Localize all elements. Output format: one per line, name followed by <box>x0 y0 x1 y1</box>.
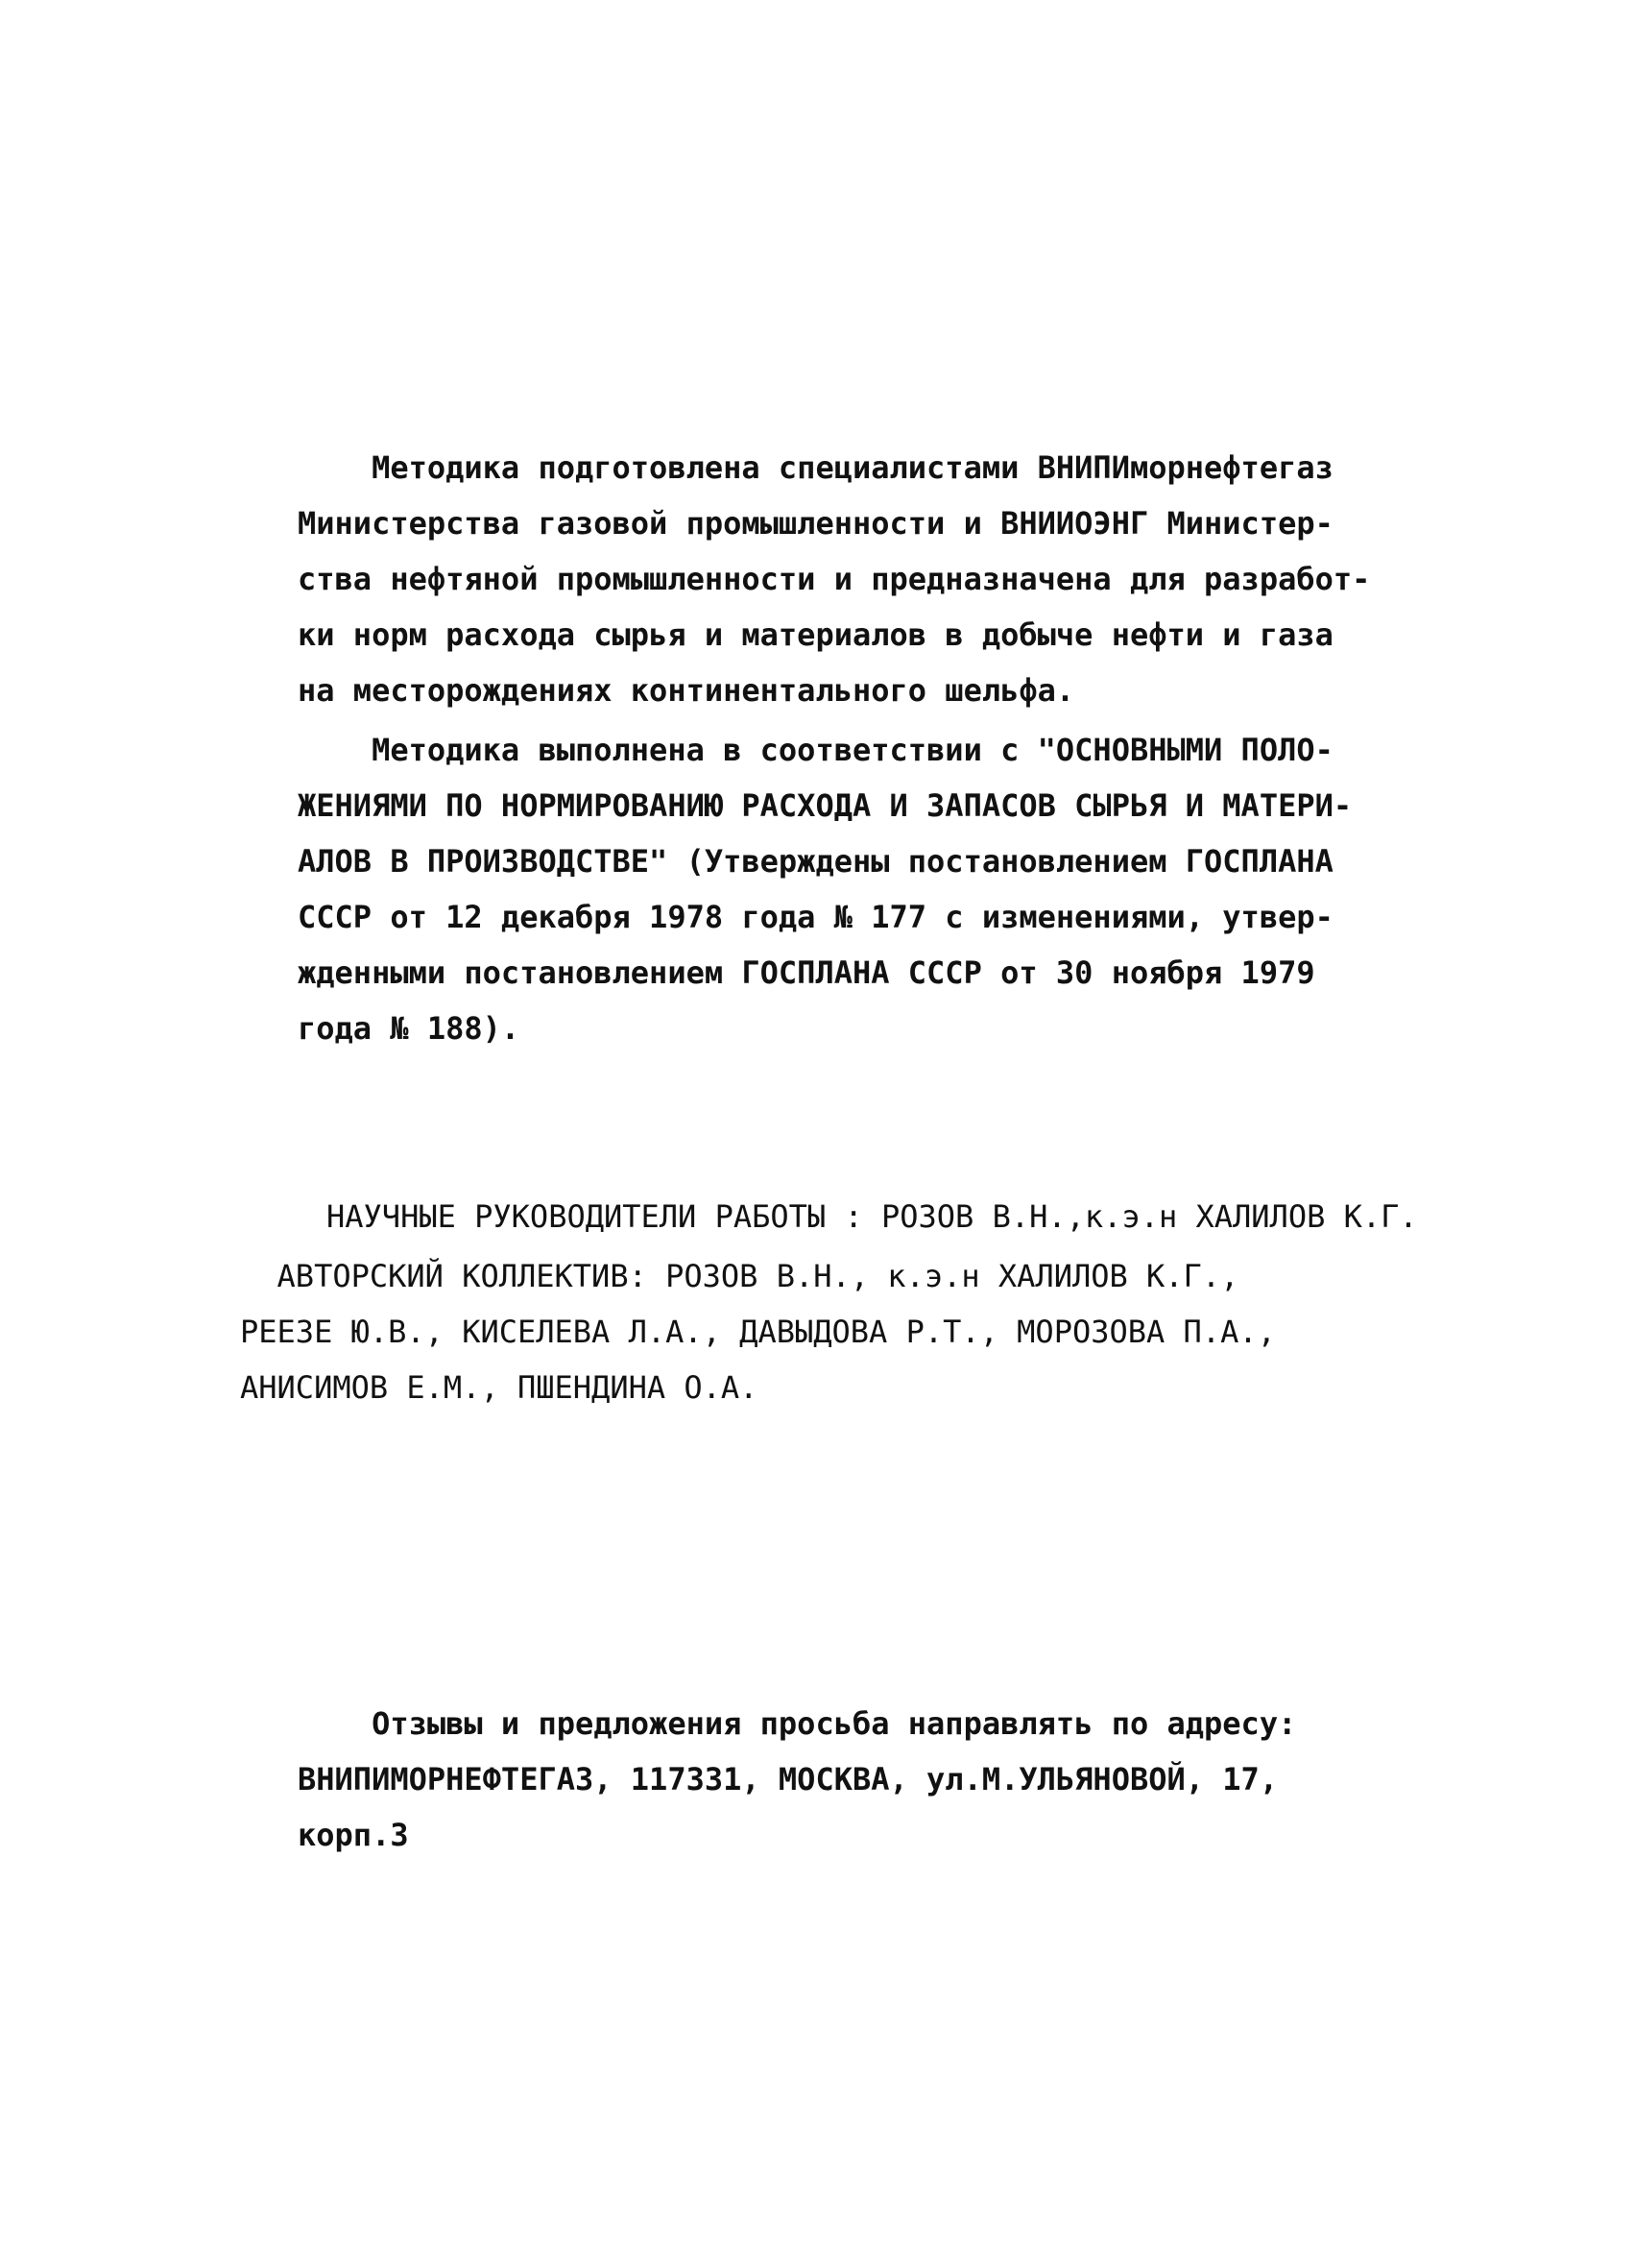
text-line: года № 188). <box>298 1010 520 1047</box>
text-line: на месторождениях континентального шельфа. <box>298 672 1075 709</box>
basis-paragraph <box>298 722 1382 1056</box>
text-line: ства нефтяной промышленности и предназначена для разработ- <box>298 561 1371 597</box>
author-team <box>240 1248 1325 1415</box>
text-line: ВНИПИМОРНЕФТЕГАЗ, 117331, МОСКВА, ул.М.УЛЬЯНОВОЙ, 17, <box>298 1761 1279 1798</box>
text-line: Методика подготовлена специалистами ВНИПИморнефтегаз <box>298 449 1334 486</box>
text-line: жденными постановлением ГОСПЛАНА СССР от 30 ноября 1979 <box>298 954 1315 991</box>
text-line: ки норм расхода сырья и материалов в добыче нефти и газа <box>298 616 1334 653</box>
text-line: АНИСИМОВ Е.М., ПШЕНДИНА О.А. <box>240 1369 758 1406</box>
intro-paragraph <box>298 440 1382 718</box>
text-line: Методика выполнена в соответствии с "ОСНОВНЫМИ ПОЛО- <box>298 732 1334 768</box>
text-line: АЛОВ В ПРОИЗВОДСТВЕ" (Утверждены постановлением ГОСПЛАНА <box>298 843 1334 880</box>
text-line: Отзывы и предложения просьба направлять по адресу: <box>298 1705 1297 1742</box>
text-line: АВТОРСКИЙ КОЛЛЕКТИВ: РОЗОВ В.Н., к.э.н ХАЛИЛОВ К.Г., <box>240 1258 1239 1294</box>
text-line: СССР от 12 декабря 1978 года № 177 с изменениями, утвер- <box>298 899 1334 935</box>
text-line: РЕЕЗЕ Ю.В., КИСЕЛЕВА Л.А., ДАВЫДОВА Р.Т., МОРОЗОВА П.А., <box>240 1314 1276 1350</box>
text-line: НАУЧНЫЕ РУКОВОДИТЕЛИ РАБОТЫ : РОЗОВ В.Н.,к.э.н ХАЛИЛОВ К.Г. <box>326 1198 1418 1235</box>
text-line: ЖЕНИЯМИ ПО НОРМИРОВАНИЮ РАСХОДА И ЗАПАСОВ СЫРЬЯ И МАТЕРИ- <box>298 787 1353 824</box>
text-line: корп.3 <box>298 1817 409 1853</box>
text-line: Министерства газовой промышленности и ВНИИОЭНГ Министер- <box>298 505 1334 542</box>
scientific-leaders <box>326 1189 1418 1244</box>
contact-paragraph <box>298 1696 1382 1863</box>
